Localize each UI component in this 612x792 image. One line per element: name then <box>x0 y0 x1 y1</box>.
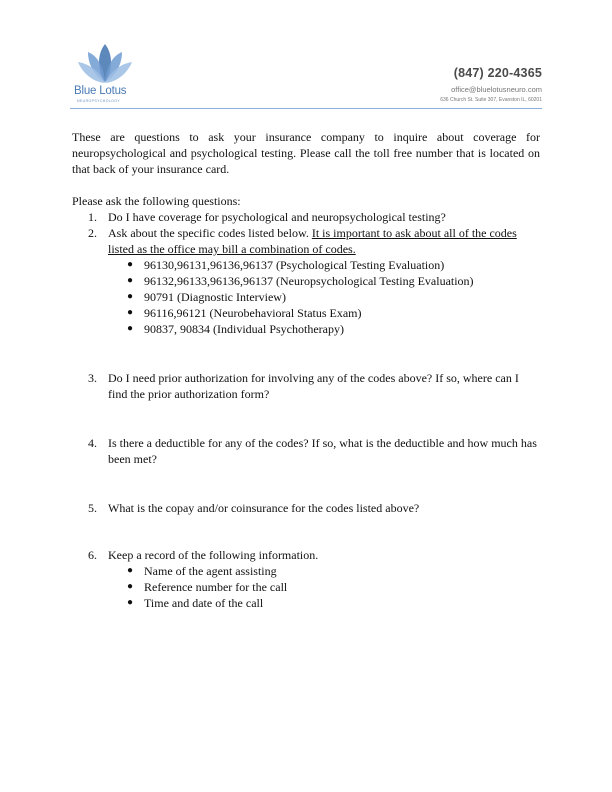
email-address: office@bluelotusneuro.com <box>451 85 542 94</box>
record-text: Name of the agent assisting <box>144 564 277 578</box>
bullet-icon: ● <box>127 565 134 576</box>
question-item <box>72 500 540 516</box>
record-item <box>108 595 540 611</box>
code-text: 90837, 90834 (Individual Psychotherapy) <box>144 322 344 336</box>
question-text: What is the copay and/or coinsurance for the codes listed above? <box>108 501 420 515</box>
intro-paragraph: These are questions to ask your insurance company to inquire about coverage for neuropsychological and psychological testing. Please call the toll free number that is located on that back of your insurance card. <box>72 130 540 176</box>
code-text: 96116,96121 (Neurobehavioral Status Exam) <box>144 306 362 320</box>
code-text: 96132,96133,96136,96137 (Neuropsychological Testing Evaluation) <box>144 274 474 288</box>
code-text: 90791 (Diagnostic Interview) <box>144 290 286 304</box>
question-number: 6. <box>88 548 97 562</box>
bullet-icon: ● <box>127 291 134 302</box>
question-number: 2. <box>88 226 97 240</box>
code-item <box>108 289 540 305</box>
question-item <box>72 435 540 467</box>
question-list <box>72 209 540 611</box>
code-item <box>108 257 540 273</box>
question-text: Keep a record of the following information. <box>108 548 319 562</box>
code-text: 96130,96131,96136,96137 (Psychological Testing Evaluation) <box>144 258 445 272</box>
bullet-icon: ● <box>127 307 134 318</box>
question-text: Do I need prior authorization for involving any of the codes above? If so, where can I find the prior authorization form? <box>108 371 519 401</box>
contact-block <box>440 66 542 103</box>
question-item <box>72 209 540 225</box>
question-text: Is there a deductible for any of the codes? If so, what is the deductible and how much has been met? <box>108 436 537 466</box>
bullet-icon: ● <box>127 581 134 592</box>
office-address: 636 Church St. Suite 307, Evanston IL, 60201 <box>440 97 542 103</box>
important-note: It is important to ask about all of the codes listed as the office may bill a combination of codes. <box>108 226 517 256</box>
question-item <box>72 370 540 402</box>
phone-number: (847) 220-4365 <box>453 66 542 80</box>
document-body <box>72 129 540 611</box>
question-number: 1. <box>88 210 97 224</box>
code-item <box>108 305 540 321</box>
ask-heading: Please ask the following questions: <box>72 194 241 208</box>
question-item <box>72 225 540 337</box>
code-item <box>108 273 540 289</box>
record-item <box>108 579 540 595</box>
question-item <box>72 547 540 611</box>
question-text: Do I have coverage for psychological and neuropsychological testing? <box>108 210 446 224</box>
record-item <box>108 563 540 579</box>
letterhead <box>0 0 612 115</box>
bullet-icon: ● <box>127 323 134 334</box>
bullet-icon: ● <box>127 275 134 286</box>
code-item <box>108 321 540 337</box>
bullet-icon: ● <box>127 597 134 608</box>
question-number: 4. <box>88 436 97 450</box>
code-list <box>108 257 540 337</box>
record-text: Time and date of the call <box>144 596 264 610</box>
lotus-logo-icon <box>70 40 140 108</box>
record-list <box>108 563 540 611</box>
bullet-icon: ● <box>127 259 134 270</box>
logo-tagline: NEUROPSYCHOLOGY <box>77 99 121 103</box>
record-text: Reference number for the call <box>144 580 288 594</box>
question-text: Ask about the specific codes listed below. <box>108 226 312 240</box>
header-divider <box>70 108 542 109</box>
logo-wordmark: Blue Lotus <box>74 85 127 97</box>
question-number: 5. <box>88 501 97 515</box>
question-number: 3. <box>88 371 97 385</box>
